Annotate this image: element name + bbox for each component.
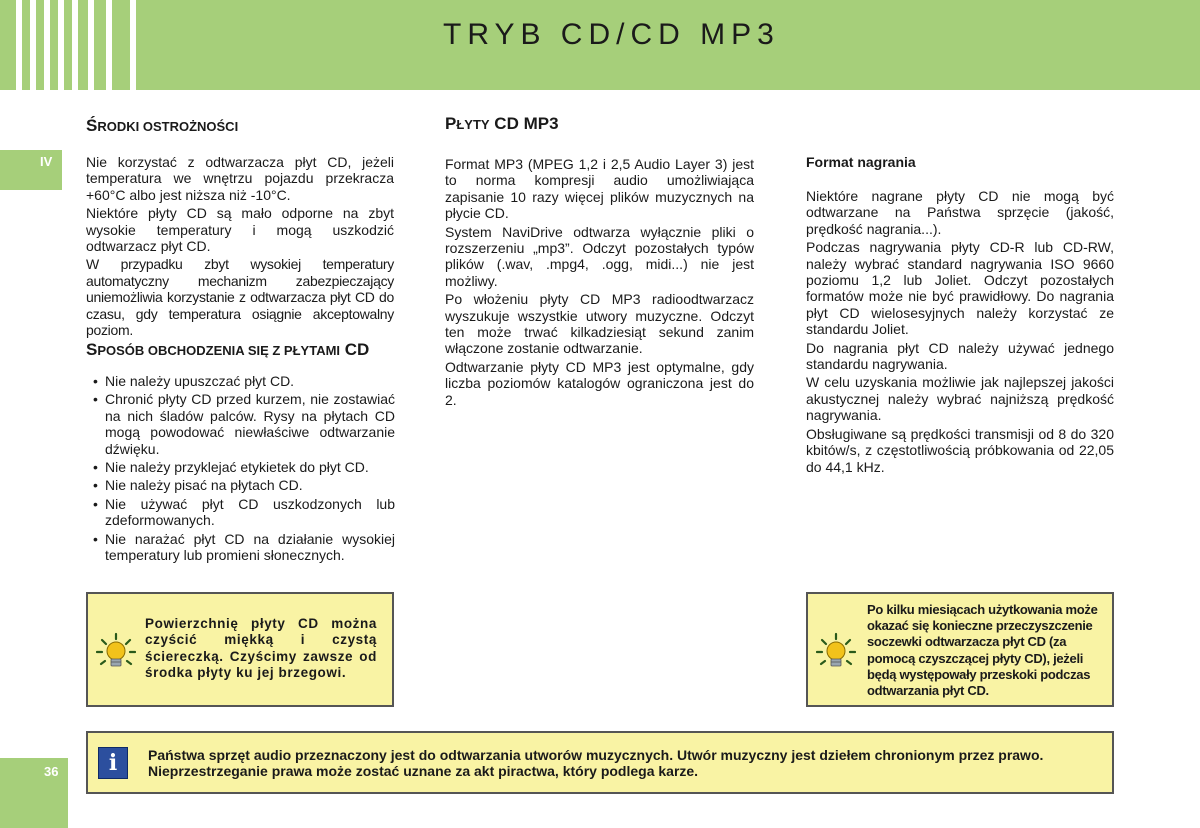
page-number: 36 (44, 764, 59, 779)
chapter-tab (0, 150, 62, 190)
paragraph: W celu uzyskania możliwie jak najlepszej jakości akustycznej należy wybrać najniższą prędkość nagrywania. (806, 374, 1114, 424)
mp3-text (445, 156, 754, 410)
list-item: • Nie należy upuszczać płyt CD. (93, 373, 395, 389)
list-item: • Nie używać płyt CD uszkodzonych lub zdeformowanych. (93, 496, 395, 529)
list-item: • Chronić płyty CD przed kurzem, nie zostawiać na nich śladów palców. Rysy na płytach CD mogą powodować niewłaściwe odtwarzanie dźwięku. (93, 391, 395, 457)
lightbulb-icon (816, 632, 856, 672)
heading-end: CD MP3 (489, 114, 559, 133)
header-stripe (30, 0, 36, 90)
legal-info-box (86, 731, 1114, 794)
paragraph: Format MP3 (MPEG 1,2 i 2,5 Audio Layer 3) jest to norma kompresji audio umożliwiająca zapisanie 10 razy więcej plików muzycznych na płycie CD. (445, 156, 754, 222)
tip-box-lens (806, 592, 1114, 707)
list-item: • Nie należy przyklejać etykietek do płyt CD. (93, 459, 395, 475)
header-stripe (130, 0, 136, 90)
paragraph: Podczas nagrywania płyty CD-R lub CD-RW, należy wybrać standard nagrywania ISO 9660 poziomu 1,2 lub Joliet. Odczyt pozostałych formatów może nie być prawidłowy. Do nagrania płyt CD wielosesyjnych należy korzystać ze standardu Joliet. (806, 239, 1114, 338)
paragraph: Niektóre nagrane płyty CD nie mogą być odtwarzane na Państwa sprzęcie (jakość, prędkość nagrania...). (806, 188, 1114, 237)
lightbulb-icon (96, 632, 136, 672)
paragraph: Do nagrania płyt CD należy używać jednego standardu nagrywania. (806, 339, 1114, 373)
section-heading-precautions (86, 116, 238, 136)
paragraph: Obsługiwane są prędkości transmisji od 8 do 320 kbitów/s, z częstotliwością próbkowania od 22,05 do 44,1 kHz. (806, 425, 1114, 475)
tip-text: Po kilku miesiącach użytkowania może okazać się konieczne przeczyszczenie soczewki odtwarzacza płyt CD (za pomocą czyszczącej płyty CD), jeżeli będą występowały przeskoki podczas odtwarzania płyt CD. (867, 602, 1098, 699)
section-heading-mp3 (445, 114, 559, 134)
tip-box-cleaning (86, 592, 394, 707)
header-stripe (88, 0, 94, 90)
paragraph: Niektóre płyty CD są mało odporne na zbyt wysokie temperatury i mogą uszkodzić odtwarzacz płyt CD. (86, 205, 394, 255)
heading-initial: P (445, 114, 457, 133)
header-stripe (44, 0, 50, 90)
tip-text: Powierzchnię płyty CD można czyścić miękką i czystą ściereczką. Czyścimy zawsze od środka płyty ku jej brzegowi. (145, 616, 377, 681)
heading-rest: POSÓB OBCHODZENIA SIĘ Z PŁYTAMI (97, 343, 341, 358)
section-heading-recording-format: Format nagrania (806, 154, 916, 170)
heading-initial: Ś (86, 116, 98, 135)
header-stripe (72, 0, 78, 90)
list-item: • Nie należy pisać na płytach CD. (93, 477, 395, 493)
section-heading-handling (86, 340, 369, 360)
paragraph: Nie korzystać z odtwarzacza płyt CD, jeżeli temperatura we wnętrzu pojazdu przekracza +60°C albo jest niższa niż -10°C. (86, 154, 394, 203)
recording-format-text (806, 188, 1114, 477)
heading-rest: ŁYTY (456, 117, 490, 132)
paragraph: W przypadku zbyt wysokiej temperatury automatyczny mechanizm zabezpieczający uniemożliwia korzystanie z odtwarzacza płyt CD do czasu, gdy temperatura osiągnie akceptowalny poziom. (86, 256, 394, 339)
info-icon: i (98, 747, 128, 779)
list-item: • Nie narażać płyt CD na działanie wysokiej temperatury lub promieni słonecznych. (93, 531, 395, 564)
precautions-text (86, 154, 394, 340)
header-stripe (58, 0, 64, 90)
handling-list (93, 373, 395, 565)
page-number-tab (0, 758, 68, 828)
paragraph: Po włożeniu płyty CD MP3 radioodtwarzacz wyszukuje wszystkie utwory muzyczne. Odczyt ten może trwać kilkadziesiąt sekund zanim włączone zostanie odtwarzanie. (445, 291, 754, 357)
paragraph: Odtwarzanie płyty CD MP3 jest optymalne, gdy liczba poziomów katalogów ograniczona jest do 2. (445, 358, 754, 408)
page-title: TRYB CD/CD MP3 (443, 18, 780, 51)
info-text: Państwa sprzęt audio przeznaczony jest do odtwarzania utworów muzycznych. Utwór muzyczny jest dziełem chronionym przez prawo. Nieprzestrzeganie prawa może zostać uznane za akt piractwa, który podlega karze. (148, 747, 1044, 780)
heading-initial: S (86, 340, 98, 359)
header-stripe (106, 0, 112, 90)
heading-end: CD (340, 340, 370, 359)
chapter-label: IV (40, 154, 53, 169)
header-stripe (16, 0, 22, 90)
paragraph: System NaviDrive odtwarza wyłącznie pliki o rozszerzeniu „mp3”. Odczyt pozostałych typów plików (.wav, .mpg4, .ogg, midi...) nie jest możliwy. (445, 223, 754, 289)
heading-rest: RODKI OSTROŻNOŚCI (97, 119, 239, 134)
